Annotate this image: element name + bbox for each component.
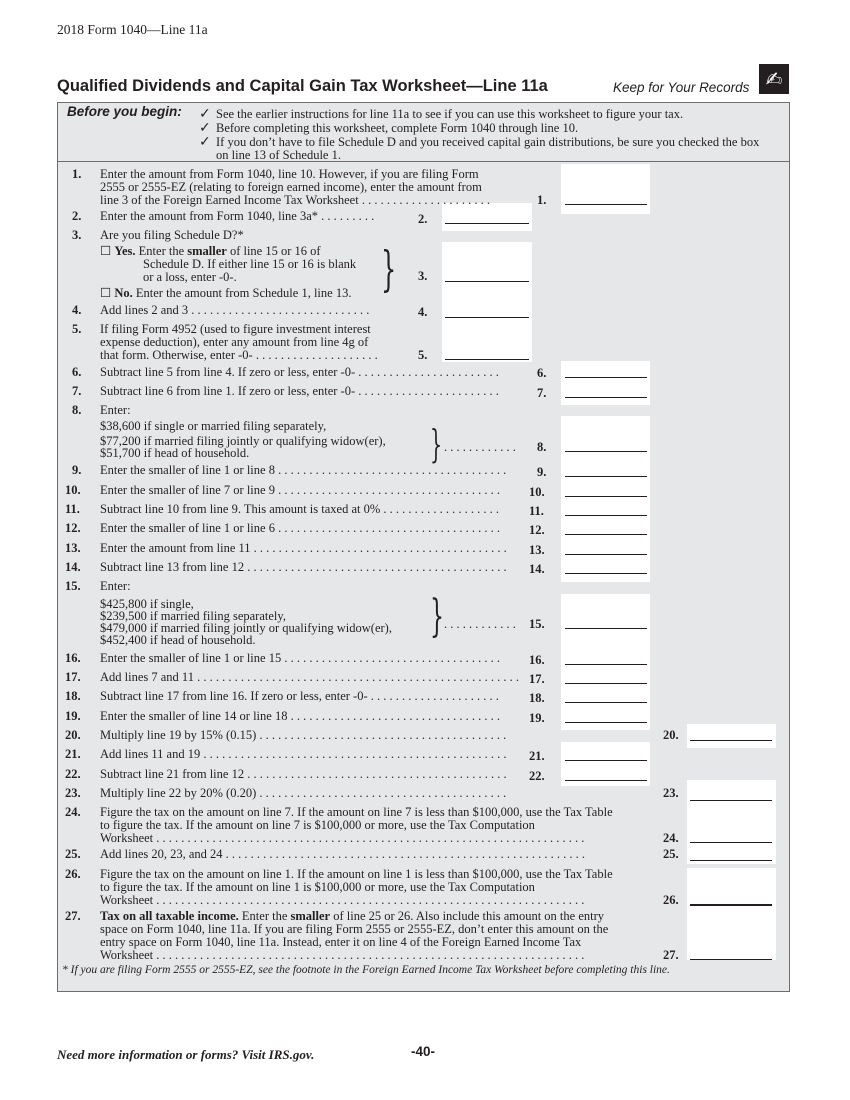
line-text: Enter the amount from Form 1040, line 10. However, if you are filing Form — [100, 167, 479, 181]
entry-box-8-14 — [561, 416, 650, 582]
entry-line-15[interactable] — [565, 628, 647, 629]
line-number: 23. — [65, 786, 81, 800]
line-text: Enter: — [100, 403, 131, 417]
line-text: Add lines 2 and 3 . . . . . . . . . . . . . . . . . . . . . . . . . . . . . — [100, 303, 370, 317]
entry-line-12[interactable] — [565, 534, 647, 535]
checkbox-icon[interactable]: ☐ — [100, 286, 112, 300]
dot-leader: . . . . . . . . . . . . — [444, 617, 516, 631]
line-text: Worksheet . . . . . . . . . . . . . . . . . . . . . . . . . . . . . . . . . . . . . . . . . . . . . . . . . . . . . . . . . . . . . . . . . . . . . — [100, 949, 585, 961]
line-ref: 23. — [663, 786, 679, 800]
line-text: $425,800 if single, — [100, 597, 194, 611]
line-ref: 13. — [529, 543, 545, 557]
line-text: Schedule D. If either line 15 or 16 is blank — [143, 257, 357, 271]
entry-line-13[interactable] — [565, 554, 647, 555]
entry-box-3-5 — [442, 242, 532, 362]
line-text: Enter the smaller of line 14 or line 18 . . . . . . . . . . . . . . . . . . . . . . . . . . . . . . . . . . — [100, 709, 500, 723]
checkmark-icon: ✓ — [199, 120, 211, 136]
brace-icon: } — [430, 422, 443, 466]
entry-line-10[interactable] — [565, 496, 647, 497]
line-text: Worksheet . . . . . . . . . . . . . . . . . . . . . . . . . . . . . . . . . . . . . . . . . . . . . . . . . . . . . . . . . . . . . . . . . . . . . — [100, 832, 585, 844]
line-number: 9. — [72, 463, 82, 477]
line-text: to figure the tax. If the amount on line 7 is $100,000 or more, use the Tax Computation — [100, 818, 535, 832]
line-text: Enter the smaller of line 1 or line 8 . . . . . . . . . . . . . . . . . . . . . . . . . . . . . . . . . . . . . — [100, 463, 507, 477]
line-text: Enter the smaller of line 7 or line 9 . . . . . . . . . . . . . . . . . . . . . . . . . . . . . . . . . . . . — [100, 483, 500, 497]
entry-line-20[interactable] — [690, 740, 772, 741]
line-text: Add lines 7 and 11 . . . . . . . . . . . . . . . . . . . . . . . . . . . . . . . . . . . . . . . . . . . . . . . . . . . . — [100, 670, 519, 684]
footnote: * If you are filing Form 2555 or 2555-EZ, see the footnote in the Foreign Earned Income Tax Worksheet before completing this line. — [62, 964, 670, 976]
line-ref: 21. — [529, 749, 545, 763]
keep-records-label: Keep for Your Records — [613, 80, 750, 95]
entry-line-17[interactable] — [565, 683, 647, 684]
line-ref: 1. — [537, 193, 547, 207]
entry-line-21[interactable] — [565, 760, 647, 761]
line-ref: 15. — [529, 617, 545, 631]
line-text: to figure the tax. If the amount on line 1 is $100,000 or more, use the Tax Computation — [100, 880, 535, 894]
checkbox-icon[interactable]: ☐ — [100, 244, 112, 258]
line-text: Add lines 11 and 19 . . . . . . . . . . . . . . . . . . . . . . . . . . . . . . . . . . . . . . . . . . . . . . . . . — [100, 747, 507, 761]
line-ref: 9. — [537, 465, 547, 479]
page-number: -40- — [411, 1044, 436, 1059]
line-text: space on Form 1040, line 11a. If you are filing Form 2555 or 2555-EZ, don’t enter this amount on the — [100, 922, 609, 936]
line-number: 5. — [72, 322, 82, 336]
line-text: Add lines 20, 23, and 24 . . . . . . . . . . . . . . . . . . . . . . . . . . . . . . . . . . . . . . . . . . . . . . . . . . . . . . . . . . — [100, 848, 586, 860]
line-text: If filing Form 4952 (used to figure investment interest — [100, 322, 371, 336]
line-text: line 3 of the Foreign Earned Income Tax Worksheet . . . . . . . . . . . . . . . . . . . . . — [100, 193, 490, 207]
line-text: $452,400 if head of household. — [100, 633, 256, 647]
line-number: 11. — [65, 502, 80, 516]
line-number: 24. — [65, 805, 81, 819]
entry-box-1 — [561, 164, 650, 214]
brace-icon: } — [430, 591, 444, 642]
line-ref: 4. — [418, 305, 428, 319]
entry-line-22[interactable] — [565, 780, 647, 781]
line-number: 15. — [65, 579, 81, 593]
line-number: 4. — [72, 303, 82, 317]
checkmark-icon: ✓ — [199, 106, 211, 122]
line-text: Enter the smaller of line 1 or line 6 . . . . . . . . . . . . . . . . . . . . . . . . . . . . . . . . . . . . — [100, 521, 500, 535]
entry-box-15-19 — [561, 594, 650, 730]
line-text: Enter: — [100, 579, 131, 593]
line-ref: 18. — [529, 691, 545, 705]
entry-line-4[interactable] — [445, 317, 529, 318]
line-text: Multiply line 22 by 20% (0.20) . . . . . . . . . . . . . . . . . . . . . . . . . . . . . . . . . . . . . . . . — [100, 786, 507, 800]
line-ref: 14. — [529, 562, 545, 576]
line-text: Subtract line 13 from line 12 . . . . . . . . . . . . . . . . . . . . . . . . . . . . . . . . . . . . . . . . . . — [100, 560, 507, 574]
line-text: 2555 or 2555-EZ (relating to foreign earned income), enter the amount from — [100, 180, 482, 194]
line-text: Enter the amount from line 11 . . . . . . . . . . . . . . . . . . . . . . . . . . . . . . . . . . . . . . . . . — [100, 541, 507, 555]
line-number: 26. — [65, 867, 81, 881]
entry-box-20 — [687, 724, 776, 748]
line-text: Subtract line 10 from line 9. This amount is taxed at 0% . . . . . . . . . . . . . . . . . . . — [100, 502, 500, 516]
line-ref: 27. — [663, 948, 679, 962]
line-ref: 2. — [418, 212, 428, 226]
entry-line-18[interactable] — [565, 702, 647, 703]
worksheet-title: Qualified Dividends and Capital Gain Tax Worksheet—Line 11a — [57, 77, 548, 95]
entry-box-24-25 — [687, 806, 776, 864]
line-number: 18. — [65, 689, 81, 703]
line-text: Subtract line 6 from line 1. If zero or less, enter -0- . . . . . . . . . . . . . . . . . . . . . . . — [100, 384, 499, 398]
line-number: 6. — [72, 365, 82, 379]
line-ref: 16. — [529, 653, 545, 667]
line-text: Enter the smaller of line 1 or line 15 . . . . . . . . . . . . . . . . . . . . . . . . . . . . . . . . . . . — [100, 651, 500, 665]
line-text: $51,700 if head of household. — [100, 446, 250, 460]
entry-line-2[interactable] — [445, 223, 529, 224]
line-number: 10. — [65, 483, 81, 497]
line-number: 21. — [65, 747, 81, 761]
footer-text: Need more information or forms? Visit IRS.gov. — [57, 1047, 315, 1062]
entry-line-19[interactable] — [565, 722, 647, 723]
no-option: ☐ No. Enter the amount from Schedule 1, line 13. — [100, 286, 352, 300]
entry-line-9[interactable] — [565, 476, 647, 477]
line-ref: 26. — [663, 893, 679, 907]
line-number: 7. — [72, 384, 82, 398]
line-number: 17. — [65, 670, 81, 684]
line-number: 13. — [65, 541, 81, 555]
entry-line-7[interactable] — [565, 397, 647, 398]
entry-line-6[interactable] — [565, 377, 647, 378]
line-text: $239,500 if married filing separately, — [100, 609, 286, 623]
line-ref: 24. — [663, 831, 679, 845]
entry-line-24[interactable] — [690, 842, 772, 843]
line-ref: 8. — [537, 440, 547, 454]
line-number: 3. — [72, 228, 82, 242]
entry-line-1[interactable] — [565, 204, 647, 205]
line-number: 2. — [72, 209, 82, 223]
line-number: 1. — [72, 167, 82, 181]
line-ref: 5. — [418, 348, 428, 362]
entry-line-26[interactable] — [690, 904, 772, 906]
line-text: $479,000 if married filing jointly or qualifying widow(er), — [100, 621, 392, 635]
line-text: Subtract line 17 from line 16. If zero or less, enter -0- . . . . . . . . . . . . . . . . . . . . . — [100, 689, 499, 703]
line-text: Figure the tax on the amount on line 1. If the amount on line 1 is less than $100,000, use the Tax Table — [100, 867, 613, 881]
line-ref: 11. — [529, 504, 544, 518]
line-number: 14. — [65, 560, 81, 574]
line-number: 20. — [65, 728, 81, 742]
line-text: Subtract line 5 from line 4. If zero or less, enter -0- . . . . . . . . . . . . . . . . . . . . . . . — [100, 365, 499, 379]
line-text: Tax on all taxable income. Enter the smaller of line 25 or 26. Also include this amount on the entry — [100, 909, 605, 923]
brace-icon: } — [381, 241, 397, 297]
line-number: 27. — [65, 909, 81, 923]
line-number: 22. — [65, 767, 81, 781]
line-text: Enter the amount from Form 1040, line 3a* . . . . . . . . . — [100, 209, 375, 223]
line-text: $77,200 if married filing jointly or qualifying widow(er), — [100, 434, 386, 448]
line-text: or a loss, enter -0-. — [143, 270, 237, 284]
entry-line-11[interactable] — [565, 515, 647, 516]
entry-box-6-7 — [561, 361, 650, 405]
line-ref: 17. — [529, 672, 545, 686]
entry-line-16[interactable] — [565, 664, 647, 665]
pen-icon: ✍ — [759, 64, 789, 94]
line-text: Subtract line 21 from line 12 . . . . . . . . . . . . . . . . . . . . . . . . . . . . . . . . . . . . . . . . . . — [100, 767, 507, 781]
line-ref: 3. — [418, 269, 428, 283]
line-text: Multiply line 19 by 15% (0.15) . . . . . . . . . . . . . . . . . . . . . . . . . . . . . . . . . . . . . . . . — [100, 728, 507, 742]
line-number: 25. — [65, 847, 81, 861]
before-item: on line 13 of Schedule 1. — [216, 148, 341, 162]
dot-leader: . . . . . . . . . . . . — [444, 440, 516, 454]
page-header: 2018 Form 1040—Line 11a — [57, 22, 208, 37]
line-ref: 20. — [663, 728, 679, 742]
entry-line-5[interactable] — [445, 359, 529, 360]
line-text: Are you filing Schedule D?* — [100, 228, 244, 242]
line-ref: 22. — [529, 769, 545, 783]
entry-line-8[interactable] — [565, 451, 647, 452]
line-text: that form. Otherwise, enter -0- . . . . . . . . . . . . . . . . . . . . — [100, 348, 378, 362]
before-item: See the earlier instructions for line 11a to see if you can use this worksheet to figure your tax. — [216, 107, 684, 121]
before-you-begin-label: Before you begin: — [67, 104, 182, 119]
line-number: 8. — [72, 403, 82, 417]
line-ref: 25. — [663, 847, 679, 861]
line-ref: 7. — [537, 386, 547, 400]
line-ref: 10. — [529, 485, 545, 499]
before-item: If you don’t have to file Schedule D and you received capital gain distributions, be sure you checked the box — [216, 135, 760, 149]
entry-box-26-27 — [687, 868, 776, 960]
entry-line-25[interactable] — [690, 860, 772, 861]
entry-line-3[interactable] — [445, 281, 529, 282]
line-text: entry space on Form 1040, line 11a. Instead, enter it on line 4 of the Foreign Earned Income Tax — [100, 935, 582, 949]
entry-box-2 — [442, 203, 532, 231]
entry-line-14[interactable] — [565, 573, 647, 574]
line-ref: 12. — [529, 523, 545, 537]
line-number: 16. — [65, 651, 81, 665]
entry-line-27[interactable] — [690, 959, 772, 960]
line-text: $38,600 if single or married filing separately, — [100, 419, 327, 433]
checkmark-icon: ✓ — [199, 134, 211, 150]
line-text: Worksheet . . . . . . . . . . . . . . . . . . . . . . . . . . . . . . . . . . . . . . . . . . . . . . . . . . . . . . . . . . . . . . . . . . . . . — [100, 894, 585, 906]
yes-option: ☐ Yes. Enter the smaller of line 15 or 16 of — [100, 244, 321, 258]
entry-box-23 — [687, 780, 776, 808]
line-number: 19. — [65, 709, 81, 723]
line-text: expense deduction), enter any amount from line 4g of — [100, 335, 369, 349]
line-ref: 19. — [529, 711, 545, 725]
before-item: Before completing this worksheet, complete Form 1040 through line 10. — [216, 121, 579, 135]
line-ref: 6. — [537, 366, 547, 380]
entry-line-23[interactable] — [690, 800, 772, 801]
line-number: 12. — [65, 521, 81, 535]
line-text: Figure the tax on the amount on line 7. If the amount on line 7 is less than $100,000, use the Tax Table — [100, 805, 613, 819]
